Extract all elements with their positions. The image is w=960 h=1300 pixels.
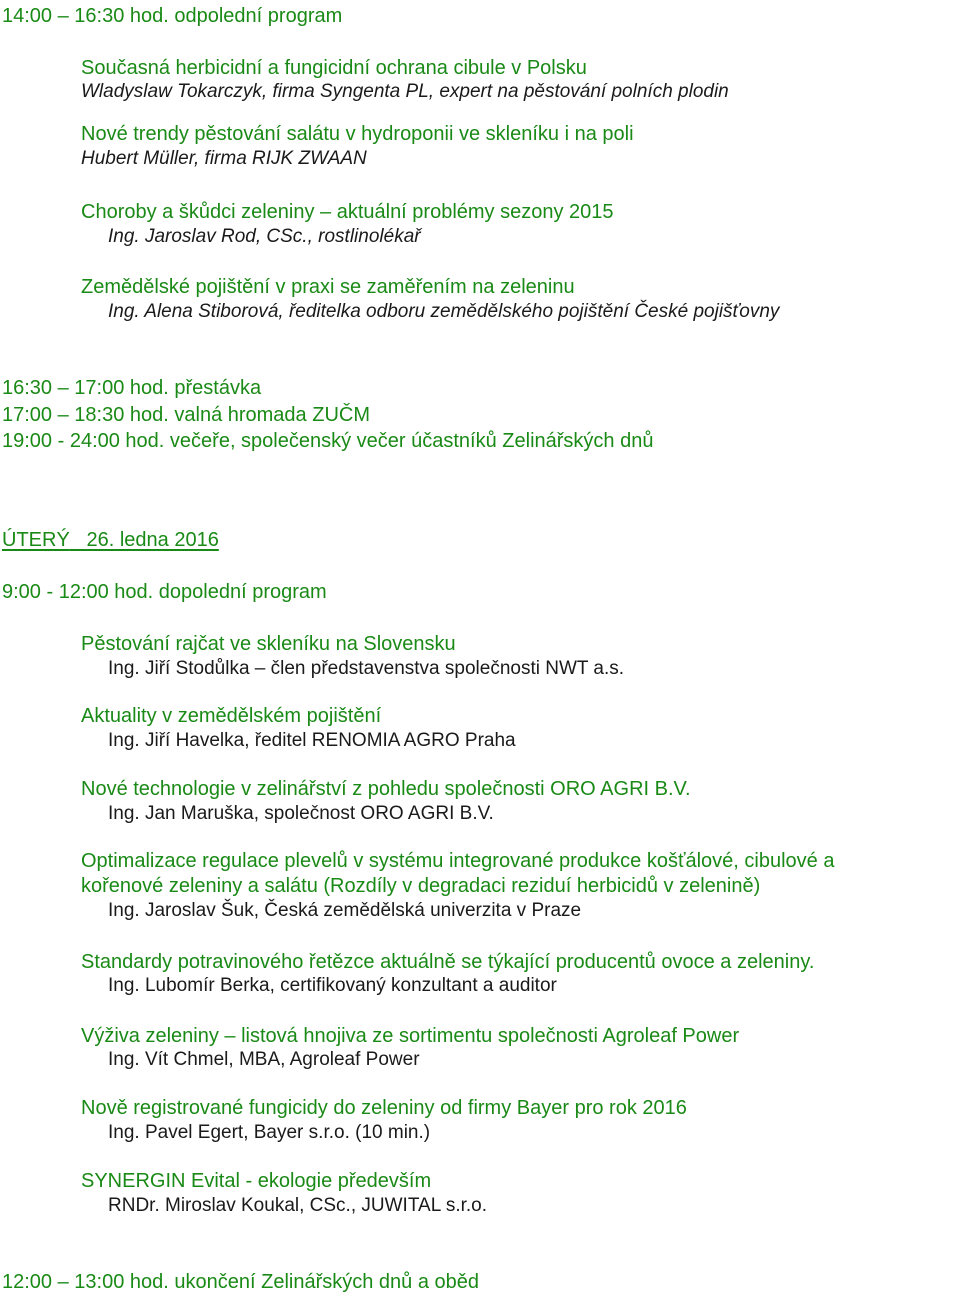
- talk-title-5: Pěstování rajčat ve skleníku na Slovensku: [81, 633, 456, 655]
- talk-title-12: SYNERGIN Evital - ekologie především: [81, 1170, 432, 1192]
- talk-speaker-9: Ing. Lubomír Berka, certifikovaný konzultant a auditor: [108, 975, 557, 996]
- talk-speaker-3-role: , rostlinolékař: [307, 226, 421, 247]
- talk-title-2: Nové trendy pěstování salátu v hydroponii ve skleníku i na poli: [81, 123, 634, 145]
- talk-speaker-8: Ing. Jaroslav Šuk, Česká zemědělská univerzita v Praze: [108, 900, 582, 921]
- talk-speaker-3-name: Ing. Jaroslav Rod, CSc.: [108, 226, 308, 247]
- talk-title-4: Zemědělské pojištění v praxi se zaměřením na zeleninu: [81, 276, 575, 298]
- talk-title-9: Standardy potravinového řetězce aktuálně se týkající producentů ovoce a zeleniny.: [81, 951, 815, 973]
- talk-speaker-4: Ing. Alena Stiborová, ředitelka odboru zemědělského pojištění České pojišťovny: [108, 301, 780, 322]
- talk-speaker-6: Ing. Jiří Havelka, ředitel RENOMIA AGRO Praha: [108, 730, 516, 751]
- session-header-morning: 9:00 - 12:00 hod. dopolední program: [2, 581, 327, 603]
- talk-speaker-7: Ing. Jan Maruška, společnost ORO AGRI B.V.: [108, 803, 494, 824]
- day-heading: [2, 528, 219, 552]
- talk-title-1: Současná herbicidní a fungicidní ochrana cibule v Polsku: [81, 57, 587, 79]
- talk-speaker-1: Wladyslaw Tokarczyk, firma Syngenta PL, expert na pěstování polních plodin: [81, 81, 729, 102]
- talk-speaker-11: Ing. Pavel Egert, Bayer s.r.o. (10 min.): [108, 1122, 431, 1143]
- talk-title-8-line1: Optimalizace regulace plevelů v systému integrované produkce košťálové, cibulové a: [81, 850, 835, 872]
- talk-title-7: Nové technologie v zelinářství z pohledu společnosti ORO AGRI B.V.: [81, 778, 691, 800]
- day-date: 26. ledna 2016: [86, 529, 219, 551]
- talk-title-3: Choroby a škůdci zeleniny – aktuální problémy sezony 2015: [81, 201, 614, 223]
- talk-speaker-2: Hubert Müller, firma RIJK ZWAAN: [81, 148, 367, 169]
- session-closing: 12:00 – 13:00 hod. ukončení Zelinářských dnů a oběd: [2, 1271, 480, 1293]
- talk-title-11: Nově registrované fungicidy do zeleniny od firmy Bayer pro rok 2016: [81, 1097, 687, 1119]
- talk-title-6: Aktuality v zemědělském pojištění: [81, 705, 382, 727]
- day-label: ÚTERÝ: [2, 529, 70, 551]
- schedule-dinner: 19:00 - 24:00 hod. večeře, společenský večer účastníků Zelinářských dnů: [2, 430, 654, 452]
- schedule-break: 16:30 – 17:00 hod. přestávka: [2, 377, 262, 399]
- schedule-general-assembly: 17:00 – 18:30 hod. valná hromada ZUČM: [2, 404, 370, 426]
- talk-speaker-10: Ing. Vít Chmel, MBA, Agroleaf Power: [108, 1049, 420, 1070]
- talk-speaker-3: [108, 225, 421, 249]
- talk-title-10: Výživa zeleniny – listová hnojiva ze sortimentu společnosti Agroleaf Power: [81, 1025, 740, 1047]
- session-header-afternoon: 14:00 – 16:30 hod. odpolední program: [2, 5, 343, 27]
- talk-speaker-12: RNDr. Miroslav Koukal, CSc., JUWITAL s.r.o.: [108, 1195, 488, 1216]
- talk-speaker-5: Ing. Jiří Stodůlka – člen představenstva společnosti NWT a.s.: [108, 658, 625, 679]
- talk-title-8-line2: kořenové zeleniny a salátu (Rozdíly v degradaci reziduí herbicidů v zelenině): [81, 875, 761, 897]
